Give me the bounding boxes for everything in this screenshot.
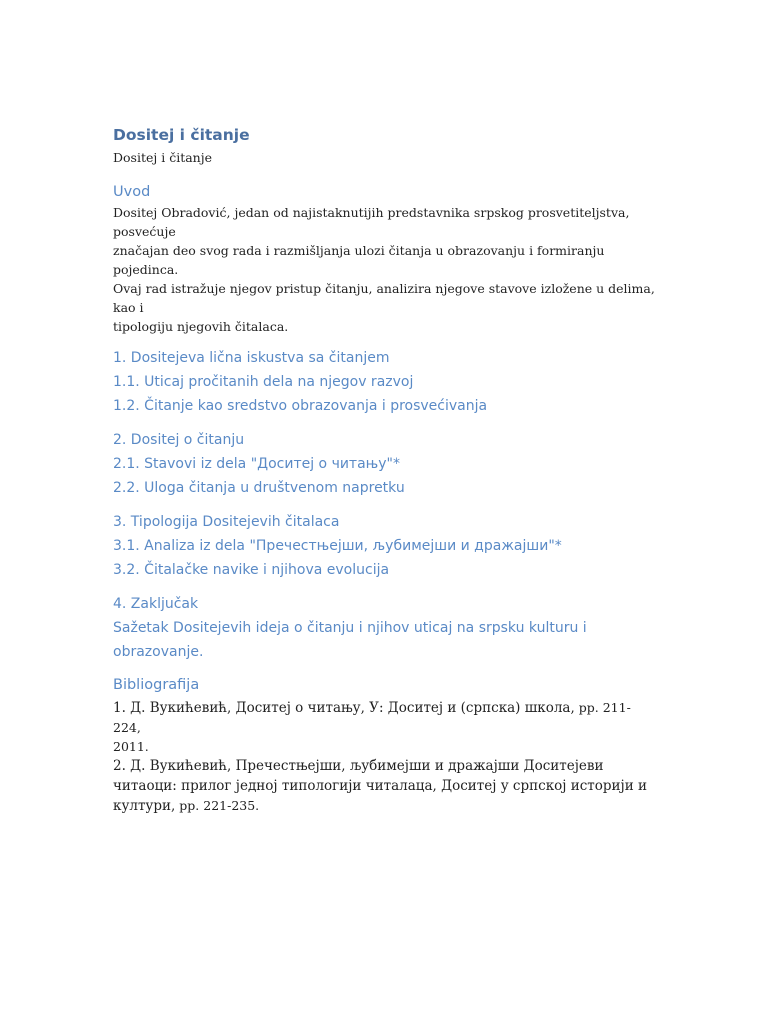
intro-paragraph (113, 203, 658, 336)
intro-line: Dositej Obradović, jedan od najistaknutijih predstavnika srpskog prosvetiteljstva, posvećuje (113, 205, 630, 239)
bibliography-list (113, 698, 658, 816)
bibliography-entry-text: култури, (113, 798, 176, 814)
intro-line: tipologiju njegovih čitalaca. (113, 319, 289, 334)
intro-line: značajan deo svog rada i razmišljanja ulozi čitanja u obrazovanju i formiranju pojedinca. (113, 243, 605, 277)
subsection-heading: 1.2. Čitanje kao sredstvo obrazovanja i prosvećivanja (113, 398, 488, 414)
conclusion-line: Sažetak Dositejevih ideja o čitanju i njihov uticaj na srpsku kulturu i (113, 620, 587, 636)
bibliography-heading: Bibliografija (113, 677, 200, 693)
bibliography-entry-continued (113, 796, 658, 816)
section-4 (113, 592, 658, 664)
bibliography-entry (113, 698, 658, 737)
section-1 (113, 346, 658, 418)
intro-line: Ovaj rad istražuje njegov pristup čitanju, analizira njegove stavove izložene u delima, kao i (113, 281, 655, 315)
bibliography-entry-pages: pp. 211-224, (113, 700, 631, 735)
bibliography-entry-text: 1. Д. Вукићевић, Доситеј о читању, У: Доситеј и (српска) школа, (113, 700, 575, 716)
intro-heading: Uvod (113, 184, 151, 200)
section-3 (113, 510, 658, 582)
bibliography-entry-pages: pp. 221-235. (175, 798, 260, 813)
bibliography-entry-continued (113, 776, 658, 796)
document-subtitle: Dositej i čitanje (113, 150, 212, 165)
document-page (113, 122, 658, 816)
conclusion-line: obrazovanje. (113, 644, 204, 660)
section-heading: 2. Dositej o čitanju (113, 432, 245, 448)
section-heading: 4. Zaključak (113, 596, 199, 612)
subsection-heading: 1.1. Uticaj pročitanih dela na njegov razvoj (113, 374, 414, 390)
bibliography-entry-text: 2. Д. Вукићевић, Пречестњејши, љубимејши и дражајши Доситејеви (113, 758, 604, 774)
subsection-heading: 2.1. Stavovi iz dela "Доситеј о читању"* (113, 456, 400, 472)
bibliography-entry-continued: 2011. (113, 739, 149, 754)
section-2 (113, 428, 658, 500)
subsection-heading: 3.2. Čitalačke navike i njihova evolucija (113, 562, 390, 578)
subsection-heading: 3.1. Analiza iz dela "Пречестњејши, љубимејши и дражајши"* (113, 538, 562, 554)
bibliography-entry (113, 756, 658, 776)
document-title: Dositej i čitanje (113, 126, 250, 144)
bibliography-entry-text: читаоци: прилог једној типологији читалаца, Доситеј у српској историји и (113, 778, 648, 794)
section-heading: 3. Tipologija Dositejevih čitalaca (113, 514, 340, 530)
section-heading: 1. Dositejeva lična iskustva sa čitanjem (113, 350, 390, 366)
subsection-heading: 2.2. Uloga čitanja u društvenom napretku (113, 480, 405, 496)
